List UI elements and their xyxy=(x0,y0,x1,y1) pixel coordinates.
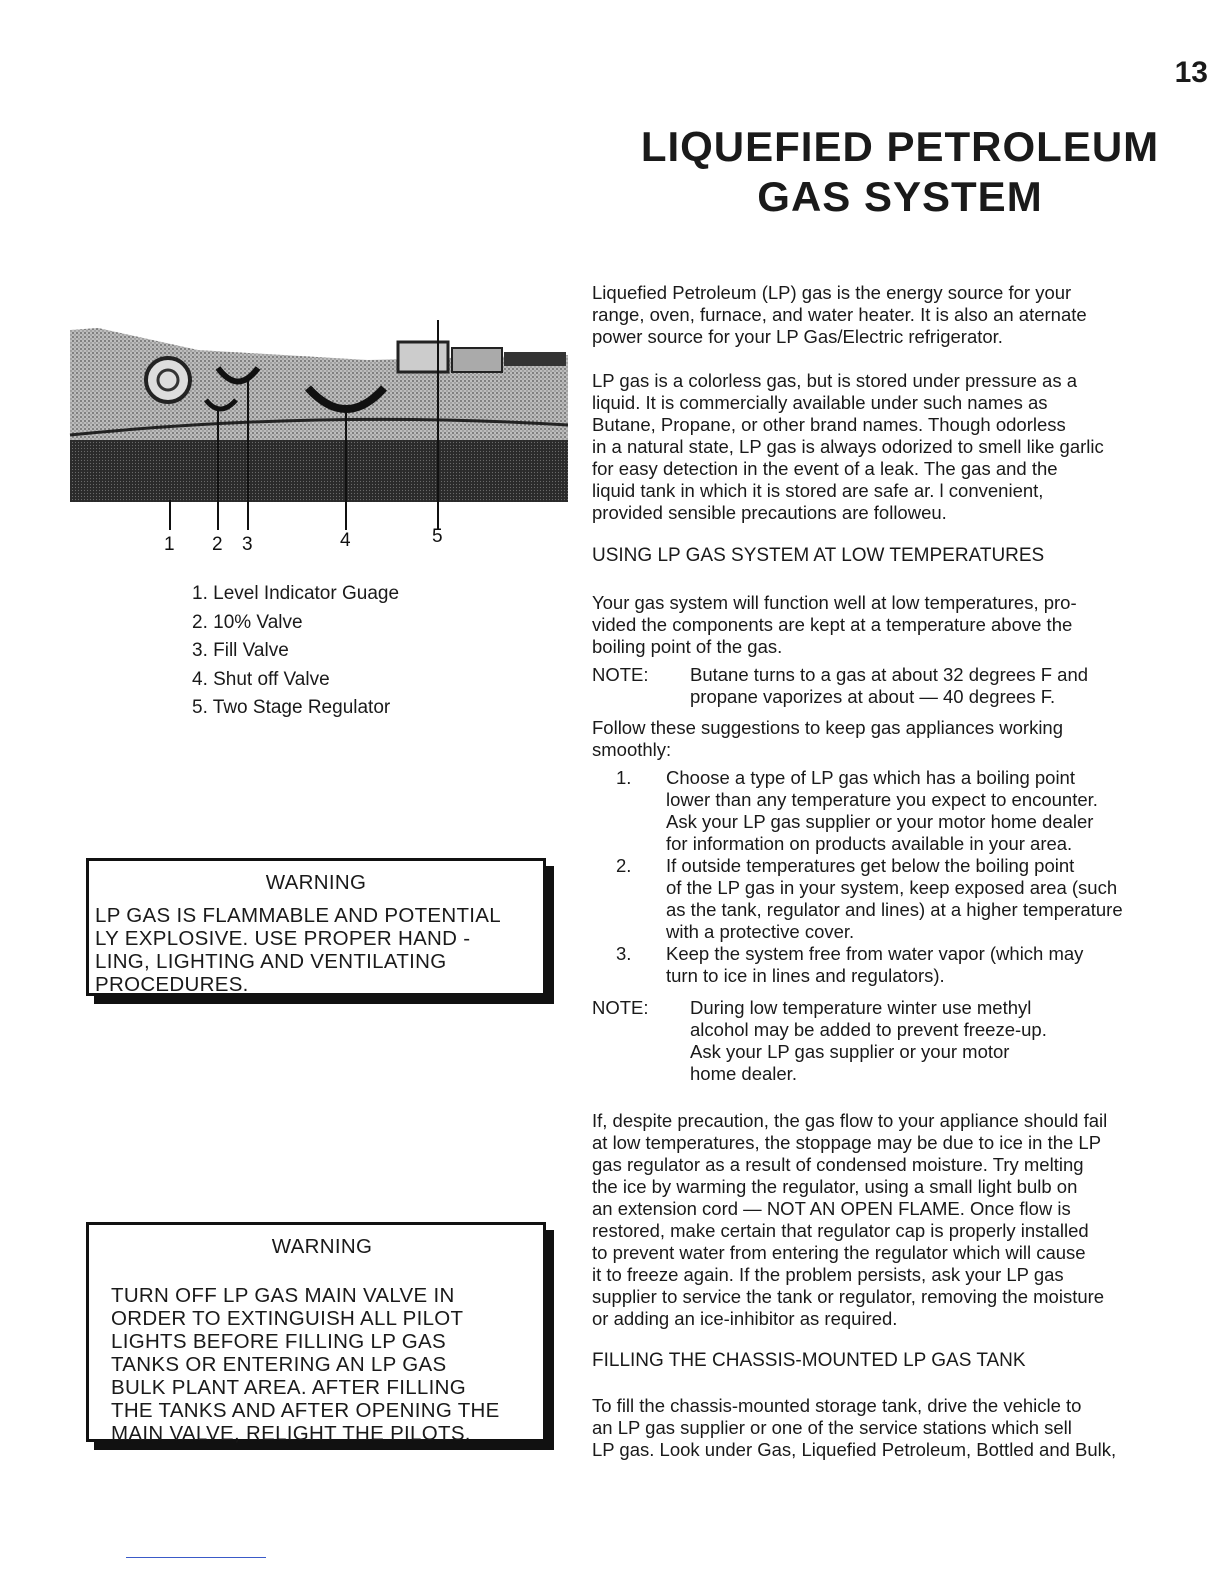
warning-box-flammable xyxy=(86,858,546,996)
text-line: it to freeze again. If the problem persists, ask your LP gas xyxy=(592,1264,1064,1285)
text-line: smoothly: xyxy=(592,739,672,760)
text-line: restored, make certain that regulator cap is properly installed xyxy=(592,1220,1089,1241)
callout-1: 1 xyxy=(164,534,175,550)
text-line: an LP gas supplier or one of the service stations which sell xyxy=(592,1417,1072,1438)
lp-gas-description-paragraph xyxy=(592,370,1104,524)
text-line: Ask your LP gas supplier or your motor xyxy=(690,1041,1010,1062)
text-line: Follow these suggestions to keep gas appliances working xyxy=(592,717,1064,738)
text-line: for easy detection in the event of a leak. The gas and the xyxy=(592,458,1058,479)
text-line: vided the components are kept at a temperature above the xyxy=(592,614,1073,635)
text-line: LP gas is a colorless gas, but is stored under pressure as a xyxy=(592,370,1078,391)
text-line: If outside temperatures get below the boiling point xyxy=(666,855,1075,876)
text-line: alcohol may be added to prevent freeze-up. xyxy=(690,1019,1047,1040)
text-line: at low temperatures, the stoppage may be due to ice in the LP xyxy=(592,1132,1102,1153)
footer-rule xyxy=(126,1557,266,1558)
warning-heading: WARNING xyxy=(265,871,367,894)
list-number: 3. xyxy=(616,943,632,964)
text-line: home dealer. xyxy=(690,1063,797,1084)
legend-item: 2. 10% Valve xyxy=(192,611,303,633)
text-line: power source for your LP Gas/Electric refrigerator. xyxy=(592,326,1003,347)
list-item xyxy=(616,767,1123,855)
list-item xyxy=(616,855,1123,943)
text-line: for information on products available in your area. xyxy=(666,833,1073,854)
legend-item: 5. Two Stage Regulator xyxy=(192,697,391,718)
text-line: LP gas. Look under Gas, Liquefied Petroleum, Bottled and Bulk, xyxy=(592,1439,1117,1460)
text-line: in a natural state, LP gas is always odorized to smell like garlic xyxy=(592,436,1104,457)
low-temperature-paragraph xyxy=(592,592,1077,658)
callout-4: 4 xyxy=(340,530,351,550)
text-line: Ask your LP gas supplier or your motor home dealer xyxy=(666,811,1094,832)
text-line: range, oven, furnace, and water heater. It is also an aternate xyxy=(592,304,1087,325)
warning-heading: WARNING xyxy=(271,1235,373,1258)
note-boiling-points xyxy=(592,664,1088,708)
text-line: gas regulator as a result of condensed moisture. Try melting xyxy=(592,1154,1084,1175)
legend-item: 1. Level Indicator Guage xyxy=(192,583,400,604)
text-line: liquid tank in which it is stored are safe ar. l convenient, xyxy=(592,480,1044,501)
text-line: lower than any temperature you expect to encounter. xyxy=(666,789,1098,810)
warning-line: LIGHTS BEFORE FILLING LP GAS xyxy=(111,1330,446,1353)
callout-5: 5 xyxy=(432,526,443,547)
text-line: liquid. It is commercially available under such names as xyxy=(592,392,1048,413)
title-line-1: LIQUEFIED PETROLEUM xyxy=(640,123,1160,170)
text-line: of the LP gas in your system, keep exposed area (such xyxy=(666,877,1118,898)
warning-line: TANKS OR ENTERING AN LP GAS xyxy=(111,1353,447,1376)
warning-line: TURN OFF LP GAS MAIN VALVE IN xyxy=(111,1284,455,1307)
warning-line: THE TANKS AND AFTER OPENING THE xyxy=(111,1399,500,1422)
suggestions-intro xyxy=(592,717,1063,761)
lp-tank-illustration xyxy=(68,300,568,550)
ice-stoppage-paragraph xyxy=(592,1110,1107,1330)
text-line: Your gas system will function well at low temperatures, pro- xyxy=(592,592,1077,613)
warning-line: PROCEDURES. xyxy=(95,973,249,996)
legend-item: 3. Fill Valve xyxy=(192,640,289,661)
warning-line: LY EXPLOSIVE. USE PROPER HAND - xyxy=(95,927,471,950)
text-line: the ice by warming the regulator, using a small light bulb on xyxy=(592,1176,1078,1197)
warning-box-pilot-lights xyxy=(86,1222,546,1445)
note-methyl-alcohol xyxy=(592,997,1047,1085)
text-line: To fill the chassis-mounted storage tank, drive the vehicle to xyxy=(592,1395,1082,1416)
text-line: with a protective cover. xyxy=(666,921,855,942)
text-line: provided sensible precautions are followeu. xyxy=(592,502,947,523)
callout-3: 3 xyxy=(242,534,253,550)
text-line: Keep the system free from water vapor (which may xyxy=(666,943,1084,964)
text-line: boiling point of the gas. xyxy=(592,636,783,657)
text-line: Choose a type of LP gas which has a boiling point xyxy=(666,767,1075,788)
page-title xyxy=(590,122,1210,222)
text-line: to prevent water from entering the regulator which will cause xyxy=(592,1242,1086,1263)
text-line: an extension cord — NOT AN OPEN FLAME. Once flow is xyxy=(592,1198,1071,1219)
text-line: Butane turns to a gas at about 32 degrees F and xyxy=(690,664,1089,685)
warning-line: LING, LIGHTING AND VENTILATING xyxy=(95,950,447,973)
tank-components-drawing xyxy=(68,300,568,550)
text-line: supplier to service the tank or regulator, removing the moisture xyxy=(592,1286,1105,1307)
suggestions-list xyxy=(616,767,1123,987)
text-line: Liquefied Petroleum (LP) gas is the energy source for your xyxy=(592,282,1072,303)
section-heading-filling-tank: FILLING THE CHASSIS-MOUNTED LP GAS TANK xyxy=(592,1350,1026,1371)
legend-item: 4. Shut off Valve xyxy=(192,668,330,690)
warning-line: ORDER TO EXTINGUISH ALL PILOT xyxy=(111,1307,464,1330)
warning-line: MAIN VALVE, RELIGHT THE PILOTS. xyxy=(111,1422,471,1445)
filling-tank-paragraph xyxy=(592,1395,1116,1461)
warning-line: BULK PLANT AREA. AFTER FILLING xyxy=(111,1376,466,1399)
section-heading-low-temperatures: USING LP GAS SYSTEM AT LOW TEMPERATURES xyxy=(592,545,1045,566)
text-line: turn to ice in lines and regulators). xyxy=(666,965,945,986)
list-number: 2. xyxy=(616,855,632,876)
warning-line: LP GAS IS FLAMMABLE AND POTENTIAL xyxy=(95,904,501,927)
page-number: 13 xyxy=(1174,56,1208,89)
text-line: as the tank, regulator and lines) at a higher temperature xyxy=(666,899,1123,920)
figure-legend xyxy=(192,580,399,723)
text-line: If, despite precaution, the gas flow to your appliance should fail xyxy=(592,1110,1108,1131)
list-item xyxy=(616,943,1123,987)
list-number: 1. xyxy=(616,767,632,788)
callout-2: 2 xyxy=(212,534,223,550)
note-label: NOTE: xyxy=(592,664,649,685)
note-label: NOTE: xyxy=(592,997,649,1018)
text-line: Butane, Propane, or other brand names. Though odorless xyxy=(592,414,1066,435)
text-line: During low temperature winter use methyl xyxy=(690,997,1032,1018)
intro-paragraph xyxy=(592,282,1087,348)
text-line: or adding an ice-inhibitor as required. xyxy=(592,1308,898,1329)
title-line-2: GAS SYSTEM xyxy=(757,173,1043,220)
text-line: propane vaporizes at about — 40 degrees F. xyxy=(690,686,1056,707)
